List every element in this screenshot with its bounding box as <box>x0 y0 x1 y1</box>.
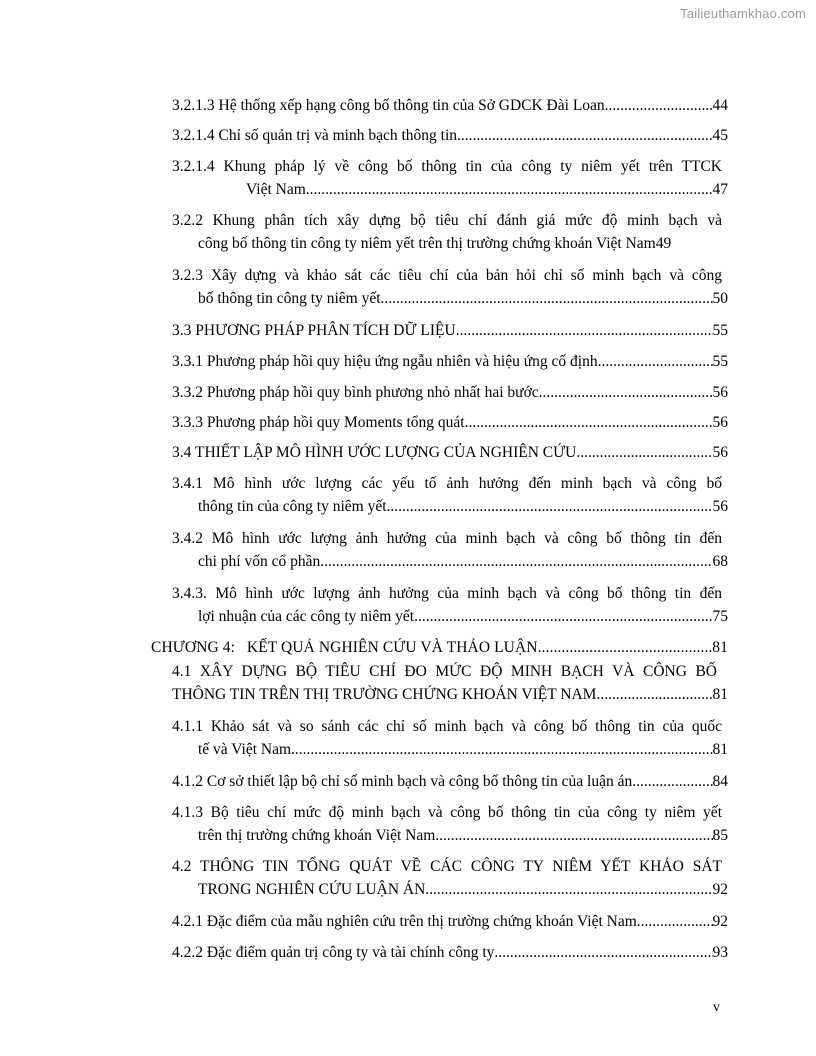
toc-entry <box>172 527 728 573</box>
toc-entry <box>172 94 728 117</box>
toc-entry-title: 3.4.3. Mô hình ước lượng ảnh hưởng của minh bạch và công bố thông tin đến <box>172 585 722 602</box>
page-number: v <box>713 1000 720 1015</box>
toc-entry-page: 81 <box>712 639 728 656</box>
toc-entry-title: 3.4.1 Mô hình ước lượng các yếu tố ảnh hưởng đến minh bạch và công bố <box>172 475 722 492</box>
toc-entry-title: CHƯƠNG 4: KẾT QUẢ NGHIÊN CỨU VÀ THẢO LUẬN <box>151 639 538 656</box>
toc-entry-page: 93 <box>712 944 728 961</box>
toc-entry-page: 50 <box>712 290 728 307</box>
toc-entry-title: 3.2.2 Khung phân tích xây dựng bộ tiêu chí đánh giá mức độ minh bạch và <box>172 212 722 229</box>
toc-entry <box>172 941 728 964</box>
toc-entry-title: 3.3.1 Phương pháp hồi quy hiệu ứng ngẫu nhiên và hiệu ứng cố định <box>172 353 598 370</box>
toc-entry-title: 3.2.3 Xây dựng và khảo sát các tiêu chí của bản hỏi chỉ số minh bạch và công <box>172 267 722 284</box>
toc-entry <box>172 350 728 373</box>
toc-entry-title: 3.4.2 Mô hình ước lượng ảnh hưởng của minh bạch và công bố thông tin đến <box>172 530 722 547</box>
toc-entry-title: 3.3.2 Phương pháp hồi quy bình phương nhỏ nhất hai bước <box>172 384 539 401</box>
toc-chapter-entry <box>151 636 728 659</box>
toc-entry-title: 4.2 THÔNG TIN TỔNG QUÁT VỀ CÁC CÔNG TY NIÊM YẾT KHẢO SÁT <box>172 858 722 875</box>
toc-entry-title: 3.3 PHƯƠNG PHÁP PHÂN TÍCH DỮ LIỆU <box>172 322 456 339</box>
toc-entry-title: 3.3.3 Phương pháp hồi quy Moments tổng quát <box>172 414 465 431</box>
toc-entry <box>172 910 728 933</box>
toc-entry-page: 92 <box>712 881 728 898</box>
toc-entry-page: 92 <box>712 913 728 930</box>
toc-entry-page: 84 <box>712 773 728 790</box>
toc-entry <box>172 660 728 706</box>
toc-entry-title-cont: Việt Nam <box>246 181 306 198</box>
toc-entry <box>172 801 728 847</box>
toc-entry-title-cont: TRONG NGHIÊN CỨU LUẬN ÁN <box>198 881 426 898</box>
toc-entry-title: 4.2.2 Đặc điểm quản trị công ty và tài chính công ty <box>172 944 495 961</box>
toc-entry-title-cont: bố thông tin công ty niêm yết <box>198 290 381 307</box>
toc-entry-title-cont: thông tin của công ty niêm yết <box>198 498 387 515</box>
toc-entry-title-cont: công bố thông tin công ty niêm yết trên thị trường chứng khoán Việt Nam <box>198 235 656 252</box>
toc-entry <box>172 381 728 404</box>
toc-entry-title-cont: tế và Việt Nam <box>198 741 292 758</box>
toc-entry <box>172 124 728 147</box>
toc-entry-title-cont: THÔNG TIN TRÊN THỊ TRƯỜNG CHỨNG KHOÁN VIỆT NAM <box>172 686 597 703</box>
toc-entry-title: 4.1.1 Khảo sát và so sánh các chỉ số minh bạch và công bố thông tin của quốc <box>172 718 722 735</box>
toc-entry-page: 75 <box>712 608 728 625</box>
toc-entry-page: 55 <box>712 322 728 339</box>
toc-entry-page: 56 <box>712 444 728 461</box>
toc-entry-page: 55 <box>712 353 728 370</box>
toc-entry-page: 49 <box>655 235 672 252</box>
toc-entry-title: 4.1.2 Cơ sở thiết lập bộ chỉ số minh bạch và công bố thông tin của luận án <box>172 773 633 790</box>
toc-entry-title: 3.4 THIẾT LẬP MÔ HÌNH ƯỚC LƯỢNG CỦA NGHIÊN CỨU <box>172 444 577 461</box>
toc-entry <box>172 582 728 628</box>
toc-entry-page: 56 <box>712 498 728 515</box>
toc-entry-page: 81 <box>712 741 728 758</box>
toc-entry-page: 44 <box>712 97 728 114</box>
toc-entry-title: 3.2.1.4 Chỉ số quản trị và minh bạch thông tin <box>172 127 458 144</box>
toc-entry-title: 4.1 XÂY DỰNG BỘ TIÊU CHÍ ĐO MỨC ĐỘ MINH BẠCH VÀ CÔNG BỐ <box>172 663 717 680</box>
toc-entry-title: 4.1.3 Bộ tiêu chí mức độ minh bạch và công bố thông tin của công ty niêm yết <box>172 804 722 821</box>
toc-entry <box>172 770 728 793</box>
toc-entry-title-cont: lợi nhuận của các công ty niêm yết <box>198 608 415 625</box>
toc-entry <box>172 472 728 518</box>
toc-entry <box>172 441 728 464</box>
toc-entry-title: 3.2.1.3 Hệ thống xếp hạng công bố thông tin của Sở GDCK Đài Loan <box>172 97 605 114</box>
toc-entry <box>172 209 728 255</box>
toc-entry-page: 85 <box>712 827 728 844</box>
toc-entry <box>172 264 728 310</box>
toc-entry-page: 45 <box>712 127 728 144</box>
toc-entry-title: 3.2.1.4 Khung pháp lý về công bố thông tin của công ty niêm yết trên TTCK <box>172 158 722 175</box>
toc-entry-page: 81 <box>712 686 728 703</box>
toc-entry-title-cont: chi phí vốn cổ phần <box>198 553 321 570</box>
toc-entry <box>172 319 728 342</box>
toc-entry-title: 4.2.1 Đặc điểm của mẫu nghiên cứu trên thị trường chứng khoán Việt Nam <box>172 913 637 930</box>
watermark: Tailieuthamkhao.com <box>680 6 806 21</box>
toc-entry <box>172 411 728 434</box>
toc-entry <box>172 715 728 761</box>
toc-entry-page: 68 <box>712 553 728 570</box>
toc-entry <box>172 855 728 901</box>
toc-entry <box>172 155 728 201</box>
toc-entry-page: 47 <box>712 181 728 198</box>
toc-entry-title-cont: trên thị trường chứng khoán Việt Nam <box>198 827 436 844</box>
toc-entry-page: 56 <box>712 414 728 431</box>
toc-entry-page: 56 <box>712 384 728 401</box>
